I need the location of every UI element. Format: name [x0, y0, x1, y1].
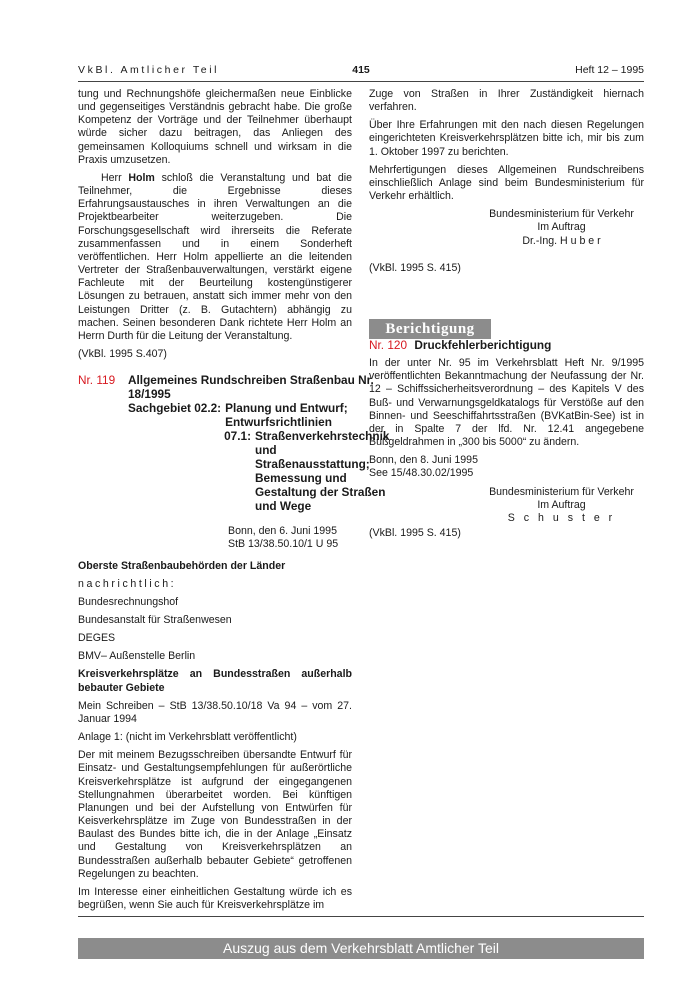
person-name: Holm	[128, 171, 155, 184]
signature-block	[369, 486, 644, 526]
recipient: DEGES	[78, 632, 116, 645]
reference: (VkBl. 1995 S. 415)	[369, 527, 461, 540]
reference: (VkBl. 1995 S.407)	[78, 347, 167, 360]
paragraph: Zuge von Straßen in Ihrer Zuständigkeit hiernach verfahren.	[369, 88, 644, 114]
signature-auftrag: Im Auftrag	[537, 498, 586, 511]
paragraph: Der mit meinem Bezugsschreiben übersandte Entwurf für Einsatz- und Gestaltungsempfehlungen für außerörtliche Kreisverkehrsplätze ist aufgrund der eingegangenen Stellungnahmen überarbeitet worden. Bei künftigen Planungen und bei der Aufstellung von Entwürfen für Keisverkehrsplätze im Zuge von Bundesstraßen in der Baulast des Bundes bitte ich, die in der Anlage „Einsatz und Gestaltung von Kreisverkehrsplätzen an Bundesstraßen außerhalb bebauter Gebiete“ getroffenen Regelungen zu beachten.	[78, 749, 352, 880]
subject-area-label: 07.1:	[224, 429, 251, 444]
reference-letter: Mein Schreiben – StB 13/38.50.10/18 Va 94 – vom 27. Januar 1994	[78, 699, 352, 725]
issue-label: Heft 12 – 1995	[575, 64, 644, 76]
signature-name: Dr.-Ing. H u b e r	[522, 234, 601, 247]
page-number: 415	[352, 64, 370, 76]
recipient: Bundesanstalt für Straßenwesen	[78, 614, 232, 626]
item-number: Nr. 119	[78, 373, 116, 388]
date: Bonn, den 6. Juni 1995	[228, 525, 337, 538]
item-title: Allgemeines Rundschreiben Straßenbau Nr. 18/1995	[128, 373, 374, 402]
text-run: schloß die Veranstaltung und bat die Teilnehmer, die Ergebnisse dieses Erfahrungsaustausches in ihren Verwaltungen an die Projektbearbeiter weiterzugeben. Die Forschungsgesellschaft wird ihrerseits die Referate zusammenfassen und in einem Sonderheft veröffentlichen. Herr Holm appellierte an die leitenden Vertreter der Straßenbauverwaltungen, verstärkt eigene Fachleute mit der Beurteilung kostengünstigerer Lösungen zu betrauen, anstatt sich immer mehr von den Leistungen Dritter (z. B. Gutachtern) abhängig zu machen. Seinen besonderen Dank richtete Herr Holm an Herrn Durth für die Leitung der Veranstaltung.	[78, 171, 353, 342]
subject-area-text: Planung und Entwurf; Entwurfsrichtlinien	[225, 401, 348, 430]
file-code: See 15/48.30.02/1995	[369, 467, 474, 480]
date-block	[228, 525, 352, 551]
paragraph: tung und Rechnungshöfe gleichermaßen neue Einblicke und gegenseitiges Verständnis gebracht habe. Die große Kompetenz der Vorträge und der Teilnehmer überhaupt würde sicher dazu beitragen, das Anliegen des gemeinsamen Kolloquiums schnell und wirksam in die Praxis umzusetzen.	[78, 88, 352, 166]
paragraph: Im Interesse einer einheitlichen Gestaltung würde ich es begrüßen, wenn Sie auch für Kreisverkehrsplätze im	[78, 885, 352, 911]
paragraph: Mehrfertigungen dieses Allgemeinen Rundschreibens einschließlich Anlage sind beim Bundesministerium für Verkehr erhältlich.	[369, 163, 644, 203]
page-header	[78, 64, 644, 80]
section-banner: Berichtigung	[369, 319, 491, 339]
nachrichtlich-label: nachrichtlich:	[78, 577, 177, 590]
signature-name: S c h u s t e r	[507, 511, 616, 524]
date: Bonn, den 8. Juni 1995	[369, 454, 478, 467]
paragraph: Über Ihre Erfahrungen mit den nach diesen Regelungen eingerichteten Kreisverkehrsplätzen bitte ich, mir bis zum 1. Oktober 1997 zu berichten.	[369, 119, 644, 158]
nr119-heading	[78, 373, 390, 514]
signature-org: Bundesministerium für Verkehr	[489, 208, 634, 221]
footer-rule	[78, 916, 644, 917]
text-run: Herr	[101, 171, 129, 184]
subject-area-label: Sachgebiet 02.2:	[128, 401, 222, 416]
signature-auftrag: Im Auftrag	[537, 221, 586, 234]
file-code: StB 13/38.50.10/1 U 95	[228, 538, 339, 551]
recipient: BMV– Außenstelle Berlin	[78, 650, 196, 663]
signature-block	[369, 208, 644, 248]
journal-title: VkBl. Amtlicher Teil	[78, 64, 220, 76]
recipients-heading: Oberste Straßenbaubehörden der Länder	[78, 559, 286, 572]
subject-area-text: Straßenverkehrstechnik und Straßenausstattung; Bemessung und Gestaltung der Straßen und Wege	[255, 429, 390, 514]
item-title: Druckfehlerberichtigung	[414, 338, 552, 353]
subject-heading: Kreisverkehrsplätze an Bundesstraßen außerhalb bebauter Gebiete	[78, 668, 352, 694]
recipient: Bundesrechnungshof	[78, 595, 179, 608]
signature-org: Bundesministerium für Verkehr	[489, 485, 634, 498]
attachment-note: Anlage 1: (nicht im Verkehrsblatt veröffentlicht)	[78, 731, 297, 744]
nr120-heading	[369, 339, 644, 352]
header-rule	[78, 81, 644, 82]
footer-banner: Auszug aus dem Verkehrsblatt Amtlicher Teil	[78, 938, 644, 959]
reference: (VkBl. 1995 S. 415)	[369, 261, 461, 274]
paragraph	[78, 172, 352, 343]
right-column	[369, 88, 644, 545]
paragraph: In der unter Nr. 95 im Verkehrsblatt Heft Nr. 9/1995 veröffentlichten Bekanntmachung der Neufassung der Nr. 12 – Schiffssicherheitsverordnung – des Kapitels V des Buß- und Verwarnungsgeldkatalogs für Verstöße auf den Binnen- und Seeschiffahrtsstraßen (BVKatBin-See) ist in der in Spalte 7 der lfd. Nr. 12.41 angegebene Bußgeldrahmen in „300 bis 5000“ zu ändern.	[369, 357, 644, 449]
item-number: Nr. 120	[369, 338, 408, 353]
